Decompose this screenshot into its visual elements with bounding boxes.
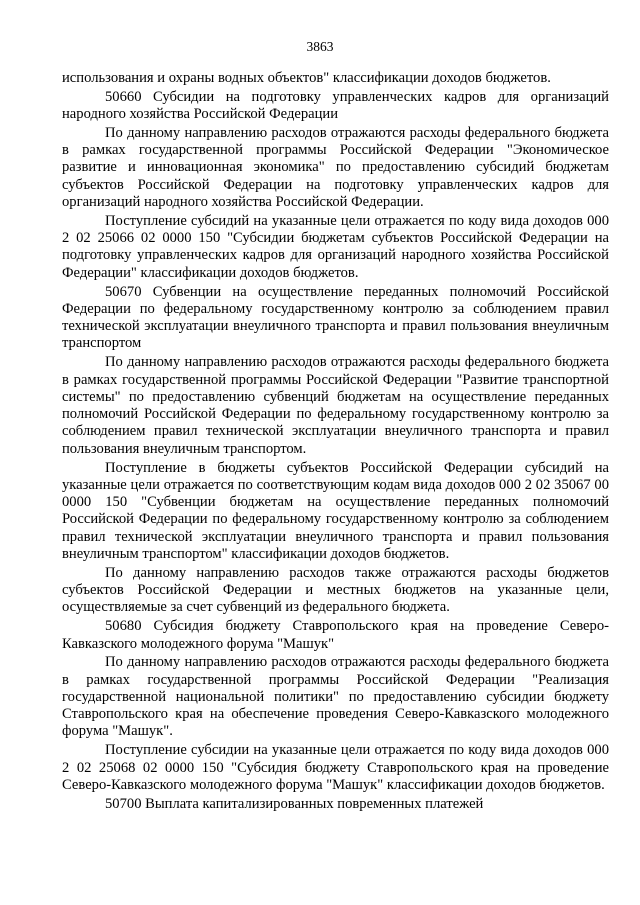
paragraph: использования и охраны водных объектов" классификации доходов бюджетов. [62, 70, 551, 86]
paragraph: Поступление субсидий на указанные цели отражается по коду вида доходов 000 2 02 25066 02 0000 150 "Субсидии бюджетам субъектов Российской Федерации на подготовку управленческих кадров для организаций народного хозяйства Российской Федерации" классификации доходов бюджетов. [62, 212, 609, 281]
paragraph: По данному направлению расходов отражаются расходы федерального бюджета в рамках государственной программы Российской Федерации "Экономическое развитие и инновационная экономика" по предоставлению субсидий бюджетам субъектов Российской Федерации на подготовку управленческих кадров для организаций народного хозяйства Российской Федерации. [62, 124, 609, 211]
section-heading: 50680 Субсидия бюджету Ставропольского края на проведение Северо-Кавказского молодежного форума "Машук" [62, 618, 609, 652]
paragraph: Поступление в бюджеты субъектов Российской Федерации субсидий на указанные цели отражается по соответствующим кодам вида доходов 000 2 02 35067 00 0000 150 "Субвенции бюджетам на осуществление переданных полномочий Российской Федерации по федеральному государственному контролю за соблюдением правил технической эксплуатации внеуличного транспорта и правил пользования внеуличным транспортом" классификации доходов бюджетов. [62, 459, 609, 563]
page-number: 3863 [306, 39, 334, 54]
paragraph: По данному направлению расходов отражаются расходы федерального бюджета в рамках государственной программы Российской Федерации "Реализация государственной национальной политики" по предоставлению субсидии бюджету Ставропольского края на обеспечение проведения Северо-Кавказского молодежного форума "Машук". [62, 654, 609, 740]
section-heading: 50670 Субвенции на осуществление переданных полномочий Российской Федерации по федеральному государственному контролю за соблюдением правил технической эксплуатации внеуличного транспорта и правил пользования внеуличным транспортом [62, 283, 609, 352]
section-heading: 50700 Выплата капитализированных повременных платежей [105, 795, 484, 812]
paragraph: Поступление субсидии на указанные цели отражается по коду вида доходов 000 2 02 25068 02 0000 150 "Субсидия бюджету Ставропольского края на проведение Северо-Кавказского молодежного форума "Машук" классификации доходов бюджетов. [62, 742, 609, 793]
paragraph: По данному направлению расходов также отражаются расходы бюджетов субъектов Российской Федерации и местных бюджетов на указанные цели, осуществляемые за счет субвенций из федерального бюджета. [62, 564, 609, 616]
paragraph: По данному направлению расходов отражаются расходы федерального бюджета в рамках государственной программы Российской Федерации "Развитие транспортной системы" по предоставлению субвенций бюджетам на осуществление переданных полномочий Российской Федерации по федеральному государственному контролю за соблюдением правил технической эксплуатации внеуличного транспорта и правил пользования внеуличным транспортом. [62, 354, 609, 457]
document-body [62, 70, 609, 814]
section-heading: 50660 Субсидии на подготовку управленческих кадров для организаций народного хозяйства Российской Федерации [62, 88, 609, 123]
